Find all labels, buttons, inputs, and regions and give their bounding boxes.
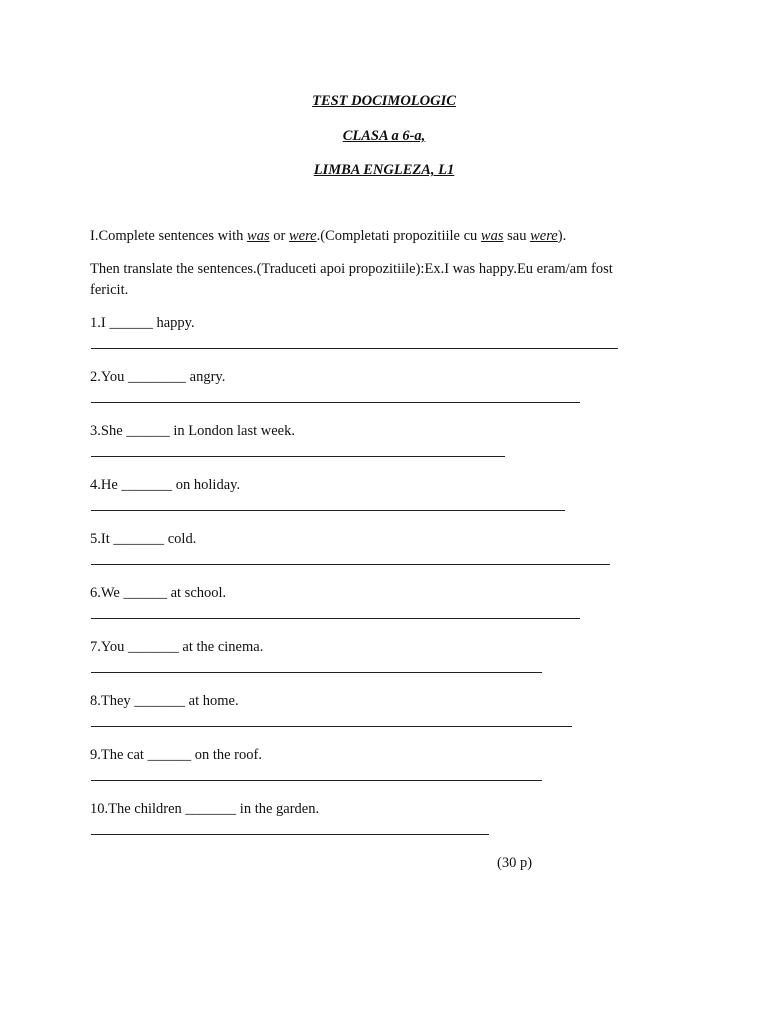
answer-line-4 — [91, 510, 565, 511]
class-label: CLASA a 6-a, — [342, 128, 426, 144]
instruction-part1 — [90, 226, 566, 246]
item-1: 1.I ______ happy. — [90, 315, 195, 331]
item-4: 4.He _______ on holiday. — [90, 477, 241, 493]
instruction-text: .(Completati propozitiile cu — [316, 228, 481, 244]
instruction-text: I.Complete sentences with — [90, 228, 248, 244]
translate-instruction-line2: fericit. — [90, 282, 129, 298]
item-2: 2.You ________ angry. — [90, 369, 226, 385]
item-9: 9.The cat ______ on the roof. — [90, 747, 262, 763]
keyword-was-ro: was — [480, 228, 504, 244]
score-points: (30 p) — [497, 855, 533, 871]
answer-line-2 — [91, 402, 580, 403]
item-6: 6.We ______ at school. — [90, 585, 227, 601]
instruction-text: or — [269, 228, 289, 244]
item-7: 7.You _______ at the cinema. — [90, 639, 264, 655]
keyword-were: were — [288, 228, 317, 244]
subject-label: LIMBA ENGLEZA, L1 — [313, 162, 455, 178]
answer-line-1 — [91, 348, 618, 349]
item-3: 3.She ______ in London last week. — [90, 423, 295, 439]
test-title: TEST DOCIMOLOGIC — [312, 93, 456, 109]
translate-instruction-line1: Then translate the sentences.(Traduceti apoi propozitiile):Ex.I was happy.Eu eram/am fost — [90, 261, 613, 277]
instruction-text: ). — [557, 228, 567, 244]
answer-line-3 — [91, 456, 505, 457]
keyword-was: was — [247, 228, 270, 244]
answer-line-7 — [91, 672, 542, 673]
answer-line-6 — [91, 618, 580, 619]
keyword-were-ro: were — [530, 228, 558, 244]
answer-line-10 — [91, 834, 489, 835]
item-8: 8.They _______ at home. — [90, 693, 239, 709]
answer-line-9 — [91, 780, 542, 781]
answer-line-8 — [91, 726, 572, 727]
item-10: 10.The children _______ in the garden. — [90, 801, 320, 817]
item-5: 5.It _______ cold. — [90, 531, 197, 547]
answer-line-5 — [91, 564, 610, 565]
instruction-text: sau — [503, 228, 531, 244]
